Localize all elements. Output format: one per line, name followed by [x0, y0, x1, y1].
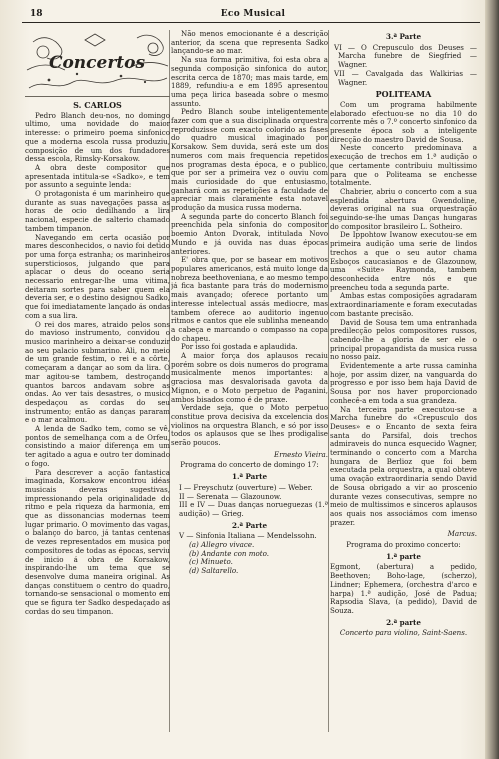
paragraph: A obra deste compositor que apresentada intitula-se «Sadko», e tem por assunto a seguinte lenda:: [25, 162, 170, 190]
paragraph: Pedro Blanch soube inteligentemente fazer com que a sua disciplinada orquestra reproduzisse com exacto colorido as fases do quadro musical imaginado por Korsakow. Sem duvida, será este um dos numeros com mais frequencia repetidos nos programas desta época, e o publico, que por ser a primeira vez o ouviu com mais curiosidade do que entusiasmo, ganhará com as repetições a faculdade de apreciar mais claramente esta notavel produção da musica russa moderna.: [171, 107, 328, 213]
program-part-title: 2.ª Parte: [231, 520, 268, 530]
paragraph: Não menos emocionante é a descrição anterior, da scena que representa Sadko lançando-se ao mar.: [171, 30, 328, 56]
program-subitem: (a) Allegro vivace.: [189, 540, 255, 550]
program-item: VI — O Crepusculo dos Deuses — Marcha funebre de Siegfried — Wagner.: [334, 42, 477, 70]
program-item: VII — Cavalgada das Walkirias — Wagner.: [334, 68, 477, 87]
author-signature: Marcus.: [447, 529, 477, 539]
author-signature: Ernesto Vieira.: [274, 449, 328, 459]
column-divider: [328, 30, 329, 732]
program-item: III e IV — Duas danças norueguezas (1.ª audição) — Grieg.: [179, 500, 328, 518]
header-rule: [22, 22, 480, 23]
paragraph: E' obra que, por se basear em motivos populares americanos, está muito longe da nobreza beethoveniana, e ao mesmo tempo já fica bastante para trás do modernismo mais avançado; oferece portanto um interesse intelectual assás mediocre, mas tambem oferece ao auditorio ingenuo ritmos e cantos que ele sublinha meneando a cabeça e marcando o compasso na copa do chapeu.: [171, 255, 328, 343]
paragraph: A lenda de Sadko tem, como se vê, pontos de semelhança com a de Orfeu, consistindo a maior diferença em um ter agitado a agua e outro ter dominado o fogo.: [25, 424, 170, 468]
paragraph: Na terceira parte executou-se a Marcha funebre do «Crepusculo dos Deuses» e o Encanto de sexta feira santa do Parsifal, dois trechos admiraveis do nunca esquecido Wagner, terminando o concerto com a Marcha hungara de Berlioz que foi bem executada pela orquestra, a qual obteve uma ovação extraordinaria sendo David de Sousa obrigado a vir ao proscenio durante vezes consecutivas, sempre no meio de multissimos e sinceros aplausos aos quais nos associámos com imenso prazer.: [330, 404, 477, 527]
scan-edge-shadow: [485, 0, 499, 759]
paragraph: A segunda parte do concerto Blanch foi preenchida pela sinfonia do compositor boemio Anton Dvorak, intitulada Novo Mundo e já ouvida nas duas épocas anteriores.: [171, 211, 328, 256]
program-text: Egmont, (abertura) a pedido, Beethoven; Boho-lage, (scherzo), Lindner; Ephemera, (orchestra d'arco e harpa) 1.ª audição, José de Padua; Rapsodia Slava, (a pedido), David de Souza.: [330, 562, 477, 615]
program-text: Concerto para violino, Saint-Saens.: [339, 628, 468, 638]
program-heading: Programa do proximo concerto:: [346, 540, 461, 550]
program-heading: Programa do concerto de domingo 17:: [180, 460, 319, 470]
paragraph: De Ippohtow Iwanow executou-se em primeira audição uma serie de lindos trechos a que o seu autor chama Esboços caucasianos e de Glazounow, uma «Suite» Raymonda, tambem desconhecida entre nós e que preencheu toda a segunda parte.: [330, 230, 477, 292]
program-item: II — Serenata — Glazounow.: [179, 491, 282, 501]
paragraph: O rei dos mares, atraido pelos sons do mavioso instrumento, convidou o musico marinheiro a deixar-se conduzir ao seu palacio submarino. Ali, no meio de um grande festim, o rei e a côrte, começaram a dançar ao som da lira. O mar agitou-se tambem, destroçando quantos barcos andavam sobre as ondas. Ao ver tais desastres, o musico despedaçou as cordas do seu instrumento; então as danças pararam e o mar acalmou.: [25, 319, 170, 425]
paragraph: A maior força dos aplausos recaiu porém sobre os dois numeros do programa musicalmente menos importantes: a graciosa mas desvalorisada gavota da Mignon, e o Moto perpetuo de Paganini, ambos bisados como é de praxe.: [171, 351, 328, 404]
page-number: 18: [30, 9, 43, 19]
publication-title: Eco Musical: [220, 9, 286, 19]
paragraph: Navegando em certa ocasião por mares desconhecidos, o navio foi detido por uma força estranha; os marinheiros supersticiosos, julgando que para aplacar o deus do oceano seria necessario entregar-lhe uma vitima, deitaram sortes para saber quem ela deveria ser, e o destino designou Sadko, que foi imediatamente lançado ás ondas com a sua lira.: [25, 232, 170, 320]
paragraph: Com um programa habilmente elaborado efectuou-se no dia 10 do corrente mês o 7.º concerto sinfonico da presente época sob a inteligente direcção do maestro David de Sousa.: [330, 99, 477, 144]
concertos-masthead: [25, 30, 170, 97]
column-1: [25, 30, 170, 750]
paragraph: Neste concerto predominava a execução de trechos em 1.ª audição o que certamente contribuiu multissimo para que o Politeama se enchesse totalmente.: [330, 143, 477, 188]
program-subitem: (d) Saltarello.: [189, 566, 239, 576]
paragraph: Na sua forma primitiva, foi esta obra a segunda composição sinfonica do autor, escrita cerca de 1870; mas mais tarde, em 1889, refundiu-a e em 1895 apresentou uma peça lirica baseada sobre o mesmo assunto.: [171, 55, 328, 108]
program-subitem: (b) Andante con moto.: [189, 548, 269, 558]
program-item: I — Freyschutz (ouverture) — Weber.: [179, 482, 313, 492]
program-subitem: (c) Minueto.: [189, 557, 233, 567]
column-2: [171, 30, 328, 750]
masthead-illustration: [25, 30, 170, 96]
program-part-title: 1.ª Parte: [231, 472, 268, 482]
paragraph: Evidentemente a arte russa caminha hoje, por assim dizer, na vanguarda do progresso e por isso bem haja David de Sousa por nos haver proporcionado conhecê-a em toda a sua grandeza.: [330, 361, 477, 405]
paragraph: Pedro Blanch deu-nos, no domingo ultimo, uma novidade do maior interesse: o primeiro poema sinfonico que a moderna escola russa produziu, composição de um dos fundadores dessa escola, Rimsky-Korsakow.: [25, 110, 170, 164]
section-title-politeama: POLITEAMA: [375, 89, 432, 100]
program-item: V — Sinfonia Italiana — Mendelssohn.: [179, 531, 317, 541]
paragraph: O protagonista é um marinheiro que durante as suas navegações passa as horas de ocio dedilhando a lira nacional, especie de salterio chamado tambem timpanon.: [25, 189, 170, 233]
masthead-lettering: Concertos: [48, 53, 146, 73]
program-part-title: 3.ª Parte: [385, 32, 422, 41]
paragraph: David de Sousa tem uma entranhada predilecção pelos compositores russos, cabendo-lhe a gloria de ser ele o principal propagandista da musica russa no nosso paiz.: [330, 317, 477, 362]
program-part-title: 1.ª parte: [386, 551, 421, 561]
column-3: [330, 30, 477, 750]
paragraph: Chabrier, abriu o concerto com a sua esplendida abertura Gwendoline, deveras original na sua orquestração seguindo-se-lhe umas Danças hungaras do compositor brasileiro L. Sotheiro.: [330, 186, 477, 231]
paragraph: Para descrever a acção fantastica imaginada, Korsakow encontrou idéas musicais deveras sugestivas, impressionando pela originalidade do ritmo e pela riqueza da harmonia, em que as dissonancias modernas teem lugar primario. O movimento das vagas, o balanço do barco, já tantas centenas de vezes representados em musica por compositores de todas as épocas, serviu de inicio á obra de Korsakow, inspirando-lhe um tema que se desenvolve duma maneira original. As danças constituem o centro do quadro, tornando-se sensacional o momento em que se figura ter Sadko despedaçado as cordas do seu timpanon.: [25, 467, 170, 616]
paragraph: Por isso foi gostada e aplaudida.: [181, 342, 298, 352]
program-part-title: 2.ª parte: [386, 617, 421, 627]
paragraph: Ambas estas composições agradaram extraordinariamente e foram executadas com bastante precisão.: [330, 291, 477, 318]
paragraph: Verdade seja, que o Moto perpetuo constitue prova decisiva da excelencia dos violinos na orquestra Blanch, e só por isso todos os aplausos que se lhes prodigalise serão poucos.: [171, 403, 328, 448]
section-title-s-carlos: S. CARLOS: [73, 100, 122, 110]
